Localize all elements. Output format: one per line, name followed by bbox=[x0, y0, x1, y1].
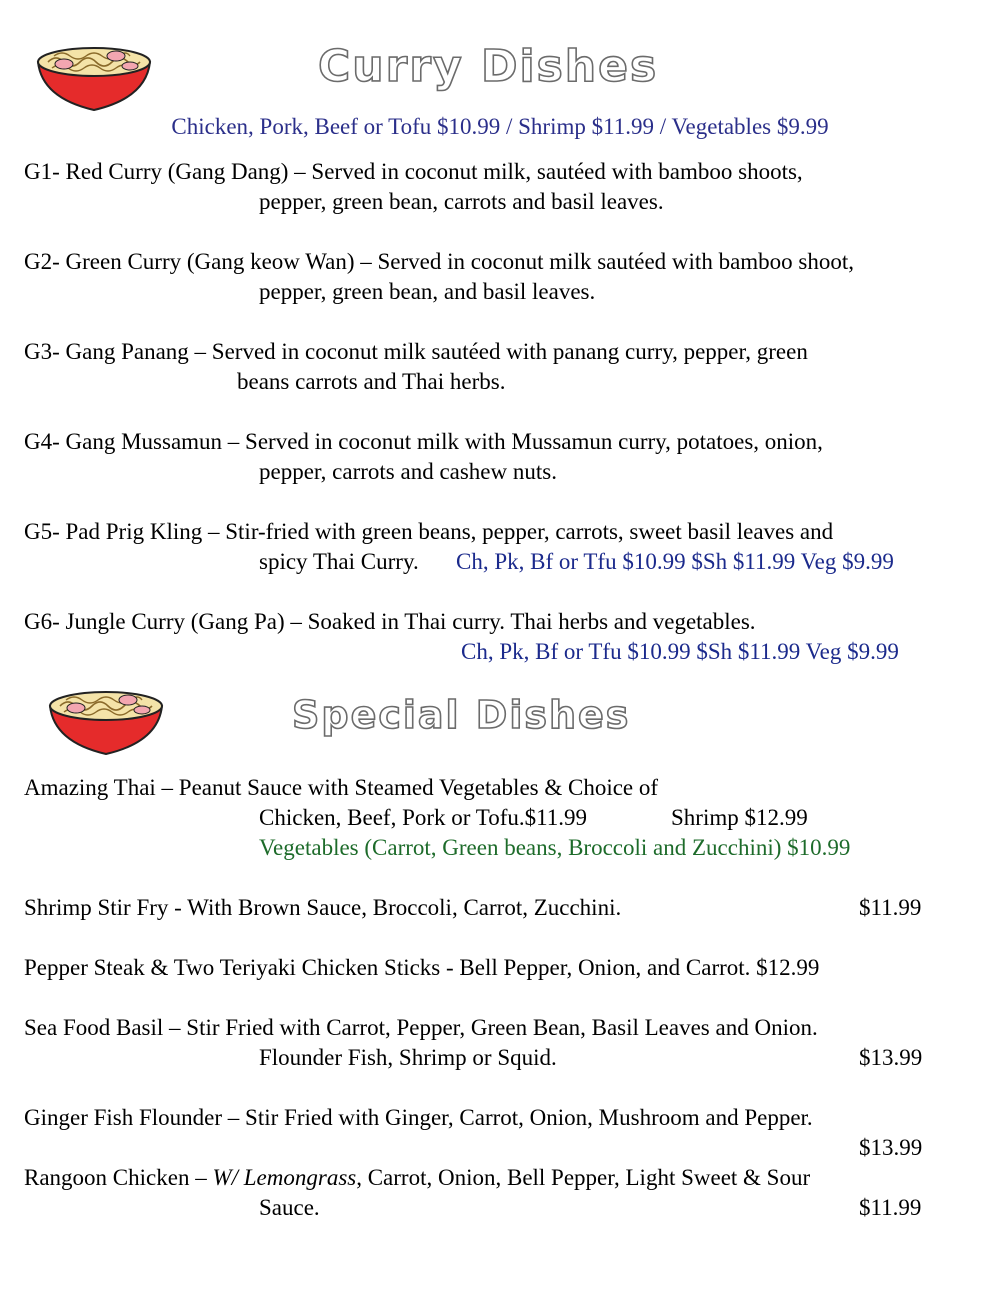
special-ginger-price: $13.99 bbox=[859, 1135, 923, 1160]
curry-item-g6-line1: G6- Jungle Curry (Gang Pa) – Soaked in Thai curry. Thai herbs and vegetables. bbox=[24, 609, 756, 634]
special-amazing-line2b: Shrimp $12.99 bbox=[671, 805, 808, 830]
special-amazing-line1: Amazing Thai – Peanut Sauce with Steamed Vegetables & Choice of bbox=[24, 775, 659, 800]
curry-item-g2-line2: pepper, green bean, and basil leaves. bbox=[259, 279, 596, 304]
curry-item-g5-line1: G5- Pad Prig Kling – Stir-fried with green beans, pepper, carrots, sweet basil leaves and bbox=[24, 519, 834, 544]
special-rangoon-line2: Sauce. bbox=[259, 1195, 320, 1220]
curry-item-g3-line2: beans carrots and Thai herbs. bbox=[237, 369, 506, 394]
special-rangoon-price: $11.99 bbox=[859, 1195, 922, 1220]
noodle-bowl-icon bbox=[34, 40, 154, 112]
special-amazing-line2a: Chicken, Beef, Pork or Tofu.$11.99 bbox=[259, 805, 588, 830]
special-seafood-line1: Sea Food Basil – Stir Fried with Carrot, Pepper, Green Bean, Basil Leaves and Onion. bbox=[24, 1015, 818, 1040]
special-rangoon-italic: W/ Lemongrass bbox=[212, 1165, 357, 1190]
curry-item-g4-line2: pepper, carrots and cashew nuts. bbox=[259, 459, 557, 484]
curry-item-g5-price: Ch, Pk, Bf or Tfu $10.99 $Sh $11.99 Veg $9.99 bbox=[456, 549, 894, 574]
curry-section-title: Curry Dishes bbox=[318, 41, 659, 92]
special-seafood-line2: Flounder Fish, Shrimp or Squid. bbox=[259, 1045, 557, 1070]
special-rangoon-line1 bbox=[24, 1163, 810, 1193]
special-shrimp-line1: Shrimp Stir Fry - With Brown Sauce, Broccoli, Carrot, Zucchini. bbox=[24, 895, 622, 920]
special-amazing-line3: Vegetables (Carrot, Green beans, Broccoli and Zucchini) $10.99 bbox=[259, 835, 851, 860]
special-rangoon-rest: , Carrot, Onion, Bell Pepper, Light Sweet & Sour bbox=[356, 1165, 811, 1190]
special-section-title: Special Dishes bbox=[292, 693, 631, 737]
curry-item-g6-price: Ch, Pk, Bf or Tfu $10.99 $Sh $11.99 Veg $9.99 bbox=[461, 639, 899, 664]
curry-price-line: Chicken, Pork, Beef or Tofu $10.99 / Shrimp $11.99 / Vegetables $9.99 bbox=[171, 114, 829, 139]
special-ginger-line1: Ginger Fish Flounder – Stir Fried with Ginger, Carrot, Onion, Mushroom and Pepper. bbox=[24, 1105, 813, 1130]
curry-item-g1-line2: pepper, green bean, carrots and basil leaves. bbox=[259, 189, 664, 214]
special-seafood-price: $13.99 bbox=[859, 1045, 923, 1070]
special-rangoon-name: Rangoon Chicken – bbox=[24, 1165, 213, 1190]
noodle-bowl-icon bbox=[46, 684, 166, 756]
curry-item-g1-line1: G1- Red Curry (Gang Dang) – Served in coconut milk, sautéed with bamboo shoots, bbox=[24, 159, 803, 184]
curry-item-g4-line1: G4- Gang Mussamun – Served in coconut milk with Mussamun curry, potatoes, onion, bbox=[24, 429, 823, 454]
special-pepper-line1: Pepper Steak & Two Teriyaki Chicken Sticks - Bell Pepper, Onion, and Carrot. $12.99 bbox=[24, 955, 820, 980]
curry-item-g2-line1: G2- Green Curry (Gang keow Wan) – Served in coconut milk sautéed with bamboo shoot, bbox=[24, 249, 855, 274]
curry-item-g5-line2: spicy Thai Curry. bbox=[259, 549, 419, 574]
special-shrimp-price: $11.99 bbox=[859, 895, 922, 920]
curry-item-g3-line1: G3- Gang Panang – Served in coconut milk sautéed with panang curry, pepper, green bbox=[24, 339, 808, 364]
